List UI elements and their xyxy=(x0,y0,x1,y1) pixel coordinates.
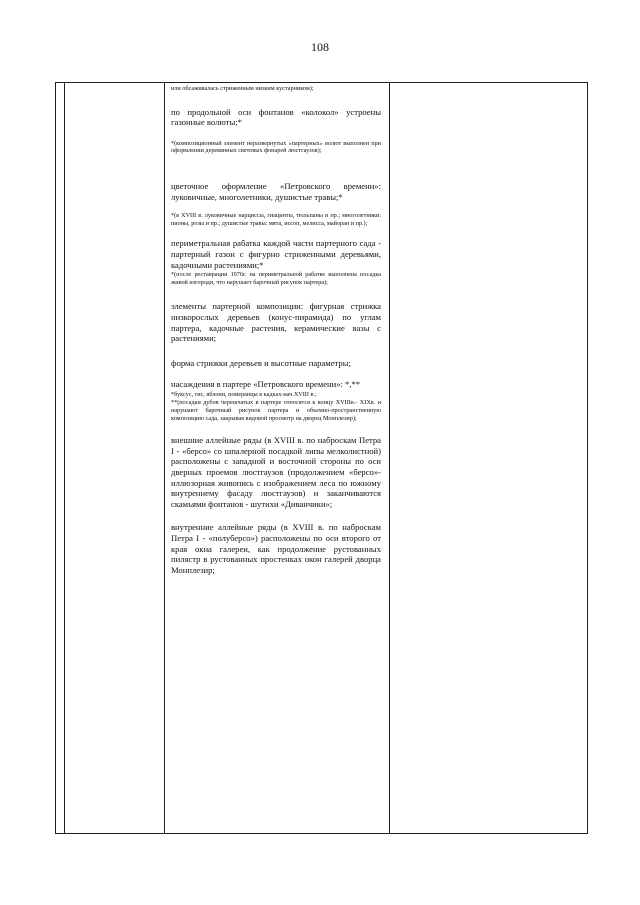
note-perimeter: *(после реставрации 1976г. на периметральной рабатке выполнена посадка живой изгороди, что нарушает барочный рисунок партера); xyxy=(171,271,381,286)
item-flower-design: цветочное оформление «Петровского времени»: луковичные, многолетники, душистые травы;* xyxy=(171,180,381,202)
note-flowers: *(в XVIII в. луковичные нарциссы, гиацинты, тюльпаны и пр.; многолетники: пионы, розы и пр.; душистые травы: мята, иссоп, мелисса, майоран и пр.); xyxy=(171,212,381,227)
item-inner-alleys: внутренние аллейные ряды (в XVIII в. по наброскам Петра I - «полуберсо») расположены по оси второго от края окна галереи, как продолжение рустованных пилястр в рустованных простенках окон галерей дворца Монплезир; xyxy=(171,522,381,575)
page-number: 108 xyxy=(311,40,329,54)
note-plantings-2: **(посадки дубов черешчатых в партере относятся к концу XVIIIв.- XIXв. и нарушают барочный рисунок партера и объемно-пространственную композицию сада, закрывая видовой просмотр на дворец Монплезир); xyxy=(171,399,381,422)
item-perimeter-border: периметральная рабатка каждой части партерного сада - партерный газон с фигурно стриженными деревьями, кадочными растениями;* xyxy=(171,238,381,270)
column-divider-3 xyxy=(389,83,390,833)
note-hedge: или обсаживалась стриженным низким кустарником); xyxy=(171,85,314,92)
column-divider-1 xyxy=(64,83,65,833)
column-divider-2 xyxy=(164,83,165,833)
item-composition-elements: элементы партерной композиции: фигурная стрижка низкорослых деревьев (конус-пирамида) по углам партера, кадочные растения, керамические вазы с растениями; xyxy=(171,301,381,344)
content-cell xyxy=(171,83,381,575)
note-plantings-1: *буксус, тис, яблони, померанцы в кадках-нач.XVIII в.; xyxy=(171,390,317,398)
note-volutes: *(композиционный элемент неразвернутых «партерных» волют выполнен при оформлении деревянных световых фонарей люстгаузов); xyxy=(171,139,381,155)
item-tree-shape: форма стрижки деревьев и высотные параметры; xyxy=(171,357,351,368)
item-plantings: насаждения в партере «Петровского времени»: *,** xyxy=(171,379,361,390)
item-lawn-volutes: по продольной оси фонтанов «колокол» устроены газонные волюты;* xyxy=(171,106,381,128)
item-outer-alleys: внешние аллейные ряды (в XVIII в. по наброскам Петра I - «берсо» со шпалерной посадкой липы мелколистной) расположены с западной и восточной стороны по оси дверных проемов люстгаузов (продолжением «берсо»- иллюзорная живопись с изображением леса по южному внутреннему фасаду люстгаузов) и заканчиваются скамьями фонтанов - шутихи «Диванчики»; xyxy=(171,435,381,509)
document-table xyxy=(55,82,588,834)
